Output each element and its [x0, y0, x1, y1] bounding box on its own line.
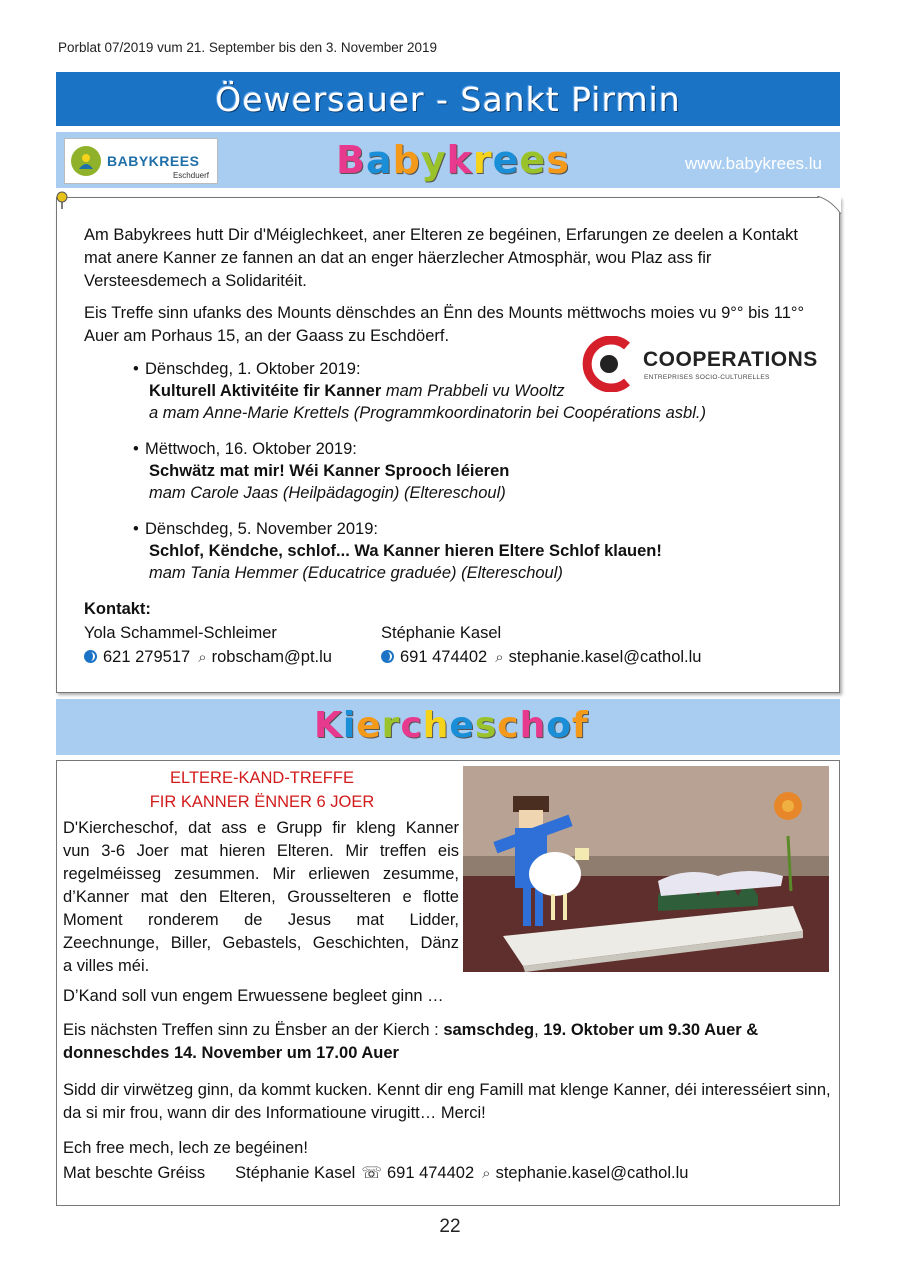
babykrees-url[interactable]: www.babykrees.lu — [684, 154, 822, 173]
pin-icon — [55, 191, 69, 209]
title-letter: e — [519, 138, 547, 182]
title-letter: r — [381, 705, 401, 746]
title-letter: b — [392, 138, 421, 182]
event-date: Mëttwoch, 16. Oktober 2019: — [145, 440, 357, 458]
contact-details-2 — [381, 648, 701, 667]
title-letter: h — [519, 705, 547, 746]
phone-icon — [84, 650, 97, 663]
babykrees-logo-sub: Eschduerf — [172, 171, 209, 180]
contact-phone[interactable]: 621 279517 — [103, 648, 191, 666]
title-letter: o — [546, 705, 572, 746]
kiercheschof-box — [56, 760, 840, 1206]
contact-email[interactable]: stephanie.kasel@cathol.lu — [508, 648, 702, 666]
bullet-icon: • — [133, 520, 139, 538]
issue-header: Porblat 07/2019 vum 21. September bis den 3. November 2019 — [58, 40, 437, 55]
cooperations-sub: ENTREPRISES SOCIO-CULTURELLES — [644, 374, 770, 381]
title-letter: f — [572, 705, 589, 746]
mouse-pointer-icon: ⌕ — [495, 649, 504, 666]
babykrees-logo — [64, 138, 218, 184]
next-meetings-day: samschdeg — [443, 1021, 535, 1039]
kiercheschof-title — [314, 705, 589, 746]
signature-phone[interactable]: 691 474402 — [386, 1164, 475, 1182]
kiercheschof-banner — [56, 699, 840, 755]
intro-line: vun 3-6 Joer mat hieren Elteren. Mir treffen eis — [63, 842, 459, 860]
greeting-closing: Mat beschte Gréiss — [63, 1164, 206, 1182]
event-3 — [133, 518, 662, 584]
title-letter: i — [342, 705, 357, 746]
title-letter: c — [400, 705, 423, 746]
event-presenter: a mam Anne-Marie Krettels (Programmkoordinatorin bei Coopérations asbl.) — [149, 404, 706, 422]
accompany-note: D’Kand soll vun engem Erwuessene begleet ginn … — [63, 987, 444, 1005]
title-letter: c — [497, 705, 520, 746]
title-letter: e — [356, 705, 382, 746]
title-letter: e — [449, 705, 475, 746]
babykrees-title — [336, 138, 570, 182]
title-letter: B — [336, 138, 366, 182]
babykrees-box — [56, 197, 840, 693]
mouse-pointer-icon: ⌕ — [198, 649, 207, 666]
babykrees-banner — [56, 132, 840, 188]
contact-email[interactable]: robscham@pt.lu — [211, 648, 332, 666]
title-letter: a — [365, 138, 393, 182]
babykrees-logo-text: BABYKREES — [107, 153, 200, 169]
contact-phone[interactable]: 691 474402 — [400, 648, 488, 666]
contact-name-2: Stéphanie Kasel — [381, 624, 502, 642]
next-meetings-prefix: Eis nächsten Treffen sinn zu Ënsber an der Kierch : — [63, 1021, 444, 1039]
next-meetings-comma: , — [534, 1021, 544, 1039]
craft-photo — [463, 766, 829, 972]
phone-icon — [381, 650, 394, 663]
intro-line: a villes méi. — [63, 957, 150, 975]
title-letter: s — [546, 138, 570, 182]
greeting: Ech free mech, lech ze begéinen! — [63, 1139, 308, 1157]
bullet-icon: • — [133, 360, 139, 378]
next-meetings-dates: 19. Oktober um 9.30 Auer & donneschdes 14. November um 17.00 Auer — [63, 1021, 759, 1062]
event-presenter-inline: mam Prabbeli vu Wooltz — [381, 382, 565, 400]
baby-icon — [71, 146, 101, 176]
intro-line: d’Kanner mat den Elteren, Grousselteren e flotte — [63, 888, 459, 906]
event-title: Schlof, Këndche, schlof... Wa Kanner hieren Eltere Schlof klauen! — [149, 542, 662, 560]
bullet-icon: • — [133, 440, 139, 458]
title-letter: K — [314, 705, 343, 746]
babykrees-schedule: Eis Treffe sinn ufanks des Mounts dënschdes an Ënn des Mounts mëttwochs moies vu 9°° bis 11°° Auer am Porhaus 15, an der Gaass zu Eschdöerf. — [84, 304, 805, 345]
page-title: Öewersauer - Sankt Pirmin — [56, 72, 840, 126]
invite-text: Sidd dir virwëtzeg ginn, da kommt kucken. Kennt dir eng Famill mat klenge Kanner, déi interesséiert sinn, da si mir frou, wann dir des Informatioune virugitt… Merci! — [63, 1081, 831, 1122]
title-letter: e — [492, 138, 520, 182]
signature-email[interactable]: stephanie.kasel@cathol.lu — [495, 1164, 689, 1182]
event-presenter: mam Carole Jaas (Heilpädagogin) (Eltereschoul) — [149, 484, 506, 502]
intro-line: Moment ronderem de Jesus mat Lidder, — [63, 911, 459, 929]
signature-name: Stéphanie Kasel — [235, 1164, 356, 1182]
title-letter: h — [422, 705, 450, 746]
title-letter: y — [420, 138, 447, 182]
page-fold-icon — [817, 196, 841, 214]
section-heading-1: ELTERE-KAND-TREFFE — [170, 769, 354, 787]
page-number: 22 — [439, 1216, 461, 1237]
event-2 — [133, 438, 510, 504]
cooperations-name: COOPERATIONS — [643, 348, 818, 371]
phone-icon: ☏ — [361, 1164, 382, 1182]
babykrees-intro: Am Babykrees hutt Dir d'Méiglechkeet, aner Elteren ze begéinen, Erfarungen ze deelen a Kontakt mat anere Kanner ze fannen an dat an enger häerzlecher Atmosphär, wou Plaz ass fir Versteesdemech a Solidaritéit. — [84, 226, 798, 290]
event-title: Schwätz mat mir! Wéi Kanner Sprooch léieren — [149, 462, 510, 480]
intro-line: D'Kiercheschof, dat ass e Grupp fir kleng Kanner — [63, 819, 459, 837]
title-letter: k — [446, 138, 473, 182]
contact-details-1 — [84, 648, 332, 667]
intro-line: regelméisseg zesummen. Mir erliewen zesumme, — [63, 865, 459, 883]
section-heading-2: FIR KANNER ËNNER 6 JOER — [149, 793, 375, 811]
contact-name-1: Yola Schammel-Schleimer — [84, 624, 277, 642]
intro-line: Zeechnunge, Biller, Gebastels, Geschichten, Dänz — [63, 934, 459, 952]
contact-label: Kontakt: — [84, 600, 151, 618]
title-letter: r — [472, 138, 493, 182]
event-presenter: mam Tania Hemmer (Educatrice graduée) (Eltereschoul) — [149, 564, 563, 582]
event-1 — [133, 358, 706, 424]
title-letter: s — [474, 705, 498, 746]
event-date: Dënschdeg, 1. Oktober 2019: — [145, 360, 361, 378]
event-title: Kulturell Aktivitéite fir Kanner — [149, 382, 382, 400]
mouse-pointer-icon: ⌕ — [482, 1165, 491, 1182]
kiercheschof-intro — [63, 817, 459, 978]
next-meetings — [63, 1019, 833, 1065]
signature-line — [63, 1163, 688, 1183]
event-date: Dënschdeg, 5. November 2019: — [145, 520, 378, 538]
